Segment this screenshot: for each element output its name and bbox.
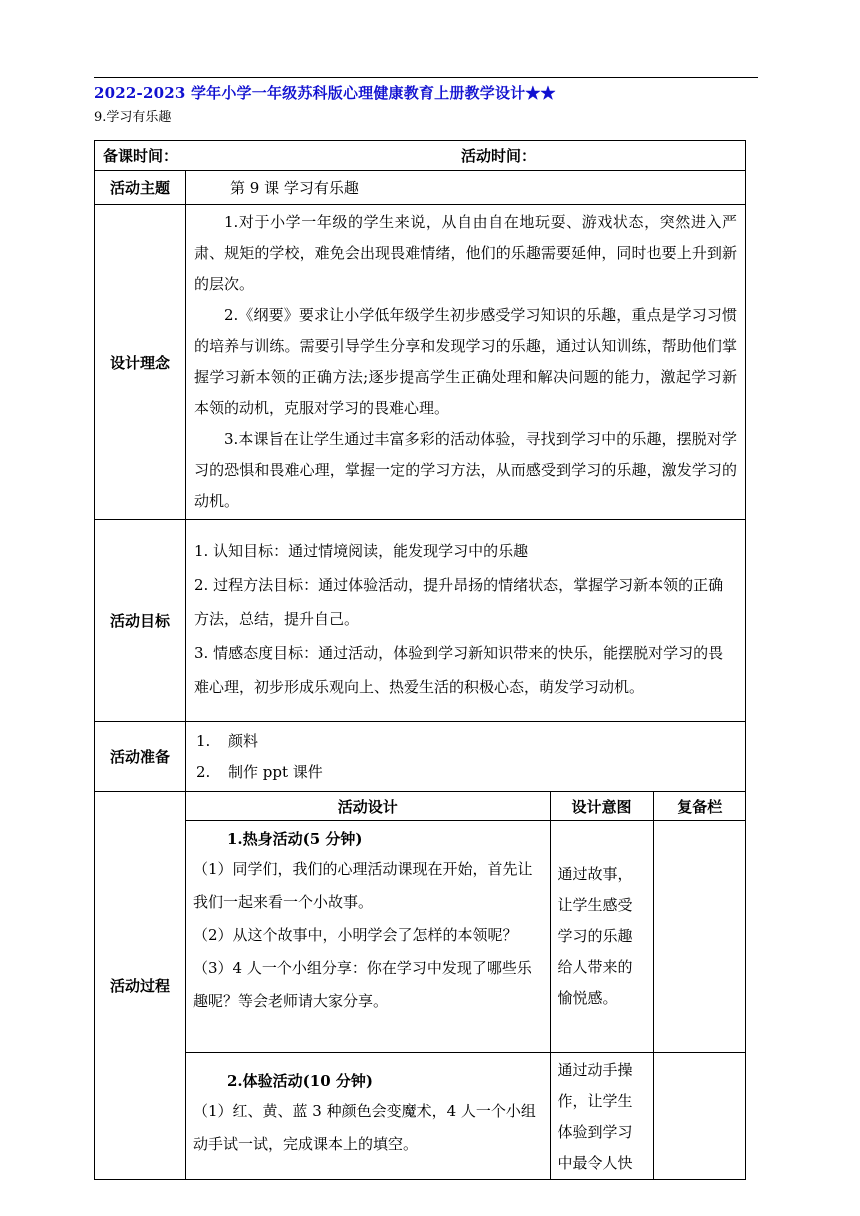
prep-item-text: 颜料: [228, 731, 259, 750]
process-row: [95, 792, 746, 1180]
activity-design: [186, 821, 550, 1053]
lesson-plan-table: [94, 140, 746, 1180]
activity-review: [653, 1053, 746, 1180]
intent-text: 通过故事，让学生感受学习的乐趣给人带来的愉悦感。: [557, 865, 633, 1007]
lesson-subtitle: 9.学习有乐趣: [94, 110, 172, 125]
process-header-row: [186, 792, 746, 821]
review-header: 复备栏: [653, 792, 746, 821]
activity-row: [186, 1053, 746, 1180]
concept-cell: [186, 205, 746, 520]
activity-time-label: 活动时间：: [461, 147, 537, 165]
intent-header: 设计意图: [550, 792, 653, 821]
prep-cell: [186, 722, 746, 792]
activity-step: （2）从这个故事中，小明学会了怎样的本领呢？: [193, 926, 518, 944]
process-cell: [186, 792, 746, 1180]
activity-intent: [550, 1053, 653, 1180]
prep-label: 活动准备: [95, 722, 186, 792]
intent-text: 通过动手操作，让学生体验到学习中最令人快: [557, 1061, 633, 1172]
prep-item-text: 制作 ppt 课件: [228, 762, 323, 781]
prep-item-number: 1.: [196, 731, 211, 750]
header-rule: [94, 77, 758, 78]
document-title: 2022-2023 学年小学一年级苏科版心理健康教育上册教学设计★★: [94, 84, 556, 102]
goals-cell: [186, 520, 746, 722]
activity-title: 2.体验活动(10 分钟): [227, 1072, 373, 1090]
concept-row: [95, 205, 746, 520]
activity-step: （1）红、黄、蓝 3 种颜色会变魔术，4 人一个小组动手试一试，完成课本上的填空。: [193, 1102, 536, 1153]
goals-label: 活动目标: [95, 520, 186, 722]
concept-label: 设计理念: [95, 205, 186, 520]
activity-review: [653, 821, 746, 1053]
activity-intent: [550, 821, 653, 1053]
activity-row: [186, 821, 746, 1053]
time-row: [95, 141, 746, 171]
design-header: 活动设计: [186, 792, 550, 821]
concept-paragraph: 2.《纲要》要求让小学低年级学生初步感受学习知识的乐趣，重点是学习习惯的培养与训练。需要引导学生分享和发现学习的乐趣，通过认知训练，帮助他们掌握学习新本领的正确方法;逐步提高学生正确处理和解决问题的能力，激起学习新本领的动机，克服对学习的畏难心理。: [194, 306, 738, 417]
goals-row: [95, 520, 746, 722]
activity-step: （3）4 人一个小组分享：你在学习中发现了哪些乐趣呢？等会老师请大家分享。: [193, 959, 532, 1010]
prep-row: [95, 722, 746, 792]
process-table: [186, 792, 746, 1179]
prep-item: [196, 757, 737, 788]
prep-item-number: 2.: [196, 762, 211, 781]
process-label: 活动过程: [95, 792, 186, 1180]
activity-step: （1）同学们，我们的心理活动课现在开始，首先让我们一起来看一个小故事。: [193, 860, 533, 911]
goal-item: 3. 情感态度目标：通过活动，体验到学习新知识带来的快乐，能摆脱对学习的畏难心理，初步形成乐观向上、热爱生活的积极心态，萌发学习动机。: [194, 643, 724, 696]
theme-row: [95, 171, 746, 205]
theme-label: 活动主题: [95, 171, 186, 205]
concept-paragraph: 3.本课旨在让学生通过丰富多彩的活动体验，寻找到学习中的乐趣，摆脱对学习的恐惧和畏难心理，掌握一定的学习方法，从而感受到学习的乐趣，激发学习的动机。: [194, 430, 738, 510]
prep-item: [196, 726, 737, 757]
activity-design: [186, 1053, 550, 1180]
goal-item: 2. 过程方法目标：通过体验活动，提升昂扬的情绪状态，掌握学习新本领的正确方法，总结，提升自己。: [194, 575, 724, 628]
goal-item: 1. 认知目标：通过情境阅读，能发现学习中的乐趣: [194, 541, 529, 560]
concept-paragraph: 1.对于小学一年级的学生来说，从自由自在地玩耍、游戏状态，突然进入严肃、规矩的学校，难免会出现畏难情绪，他们的乐趣需要延伸，同时也要上升到新的层次。: [194, 213, 738, 293]
prep-time-label: 备课时间：: [102, 147, 178, 165]
activity-title: 1.热身活动(5 分钟): [227, 830, 363, 848]
theme-value: 第 9 课 学习有乐趣: [186, 171, 746, 205]
